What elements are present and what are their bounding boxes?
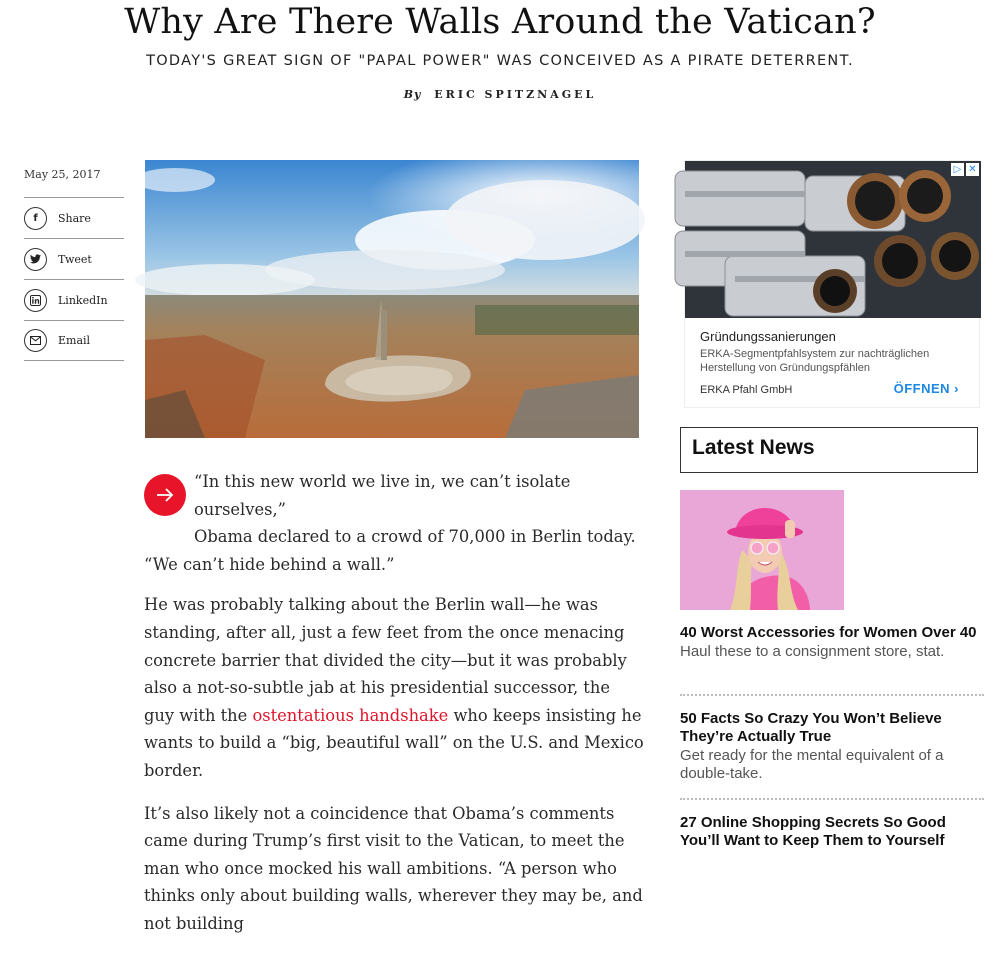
publish-date: May 25, 2017 (24, 168, 101, 181)
share-linkedin-button[interactable] (24, 279, 124, 320)
share-linkedin-label: LinkedIn (58, 293, 108, 307)
latest-news-header (680, 427, 978, 473)
facebook-icon: f (24, 207, 47, 230)
twitter-icon (24, 248, 47, 271)
lead-line-1: “In this new world we live in, we can’t isolate ourselves,” (194, 472, 571, 519)
handshake-link[interactable]: ostentatious handshake (252, 705, 449, 725)
ad-info-icon[interactable]: ▷ (951, 163, 964, 176)
share-facebook-label: Share (58, 211, 91, 225)
lead-paragraph (144, 468, 644, 578)
news-item-3[interactable] (680, 814, 984, 850)
hero-image (145, 160, 639, 438)
arrow-right-icon[interactable] (144, 474, 186, 516)
share-email-button[interactable] (24, 320, 124, 361)
share-facebook-button[interactable] (24, 197, 124, 238)
paragraph-2-text-b: who keeps insisting he wants to build a “big, beautiful wall” on the U.S. and Mexico border. (144, 705, 644, 780)
news-item-1[interactable] (680, 624, 984, 661)
paragraph-2-text-a: He was probably talking about the Berlin wall—he was standing, after all, just a few feet from the once menacing concrete barrier that divided the city—but it was probably also a not-so-subtle jab at his presidential successor, the guy with the (144, 595, 627, 725)
lead-line-2: Obama declared to a crowd of 70,000 in Berlin today. (194, 527, 636, 547)
sponsored-ad[interactable] (684, 160, 980, 408)
news-description-2: Get ready for the mental equivalent of a double-take. (680, 747, 944, 782)
news-description-1: Haul these to a consignment store, stat. (680, 643, 945, 660)
byline (0, 88, 1000, 101)
news-divider (680, 798, 984, 800)
article-subtitle: TODAY'S GREAT SIGN OF "PAPAL POWER" WAS CONCEIVED AS A PIRATE DETERRENT. (146, 53, 854, 69)
ad-description: ERKA-Segmentpfahlsystem zur nachträglichen Herstellung von Gründungspfählen (700, 348, 930, 374)
news-thumbnail[interactable] (680, 490, 844, 610)
ad-open-button[interactable] (894, 381, 959, 396)
byline-prefix: By (403, 88, 422, 101)
ad-title[interactable]: Gründungssanierungen (700, 329, 836, 344)
article-body (144, 468, 644, 953)
article-title: Why Are There Walls Around the Vatican? (124, 2, 876, 42)
chevron-right-icon: › (954, 381, 959, 396)
paragraph-2 (144, 591, 644, 784)
news-title-2[interactable]: 50 Facts So Crazy You Won’t Believe They’re Actually True (680, 710, 942, 745)
news-item-2[interactable] (680, 710, 984, 783)
news-title-1[interactable]: 40 Worst Accessories for Women Over 40 (680, 624, 977, 641)
share-twitter-button[interactable] (24, 238, 124, 279)
lead-line-3: “We can’t hide behind a wall.” (144, 554, 395, 574)
ad-open-label: ÖFFNEN (893, 381, 951, 396)
ad-close-icon[interactable]: ✕ (966, 163, 979, 176)
ad-choices[interactable] (951, 163, 979, 176)
latest-news-heading: Latest News (692, 436, 815, 459)
news-title-3[interactable]: 27 Online Shopping Secrets So Good You’ll Want to Keep Them to Yourself (680, 814, 946, 849)
email-icon (24, 329, 47, 352)
linkedin-icon (24, 289, 47, 312)
share-email-label: Email (58, 334, 91, 347)
ad-company: ERKA Pfahl GmbH (700, 384, 793, 396)
news-divider (680, 694, 984, 696)
ad-image (685, 161, 981, 318)
paragraph-3: It’s also likely not a coincidence that Obama’s comments came during Trump’s first visit to the Vatican, to meet the man who once mocked his wall ambitions. “A person who thinks only about building walls, wherever they may be, and not building (144, 803, 643, 933)
share-twitter-label: Tweet (58, 252, 92, 266)
share-rail (24, 197, 124, 361)
author-name[interactable]: ERIC SPITZNAGEL (434, 88, 597, 101)
